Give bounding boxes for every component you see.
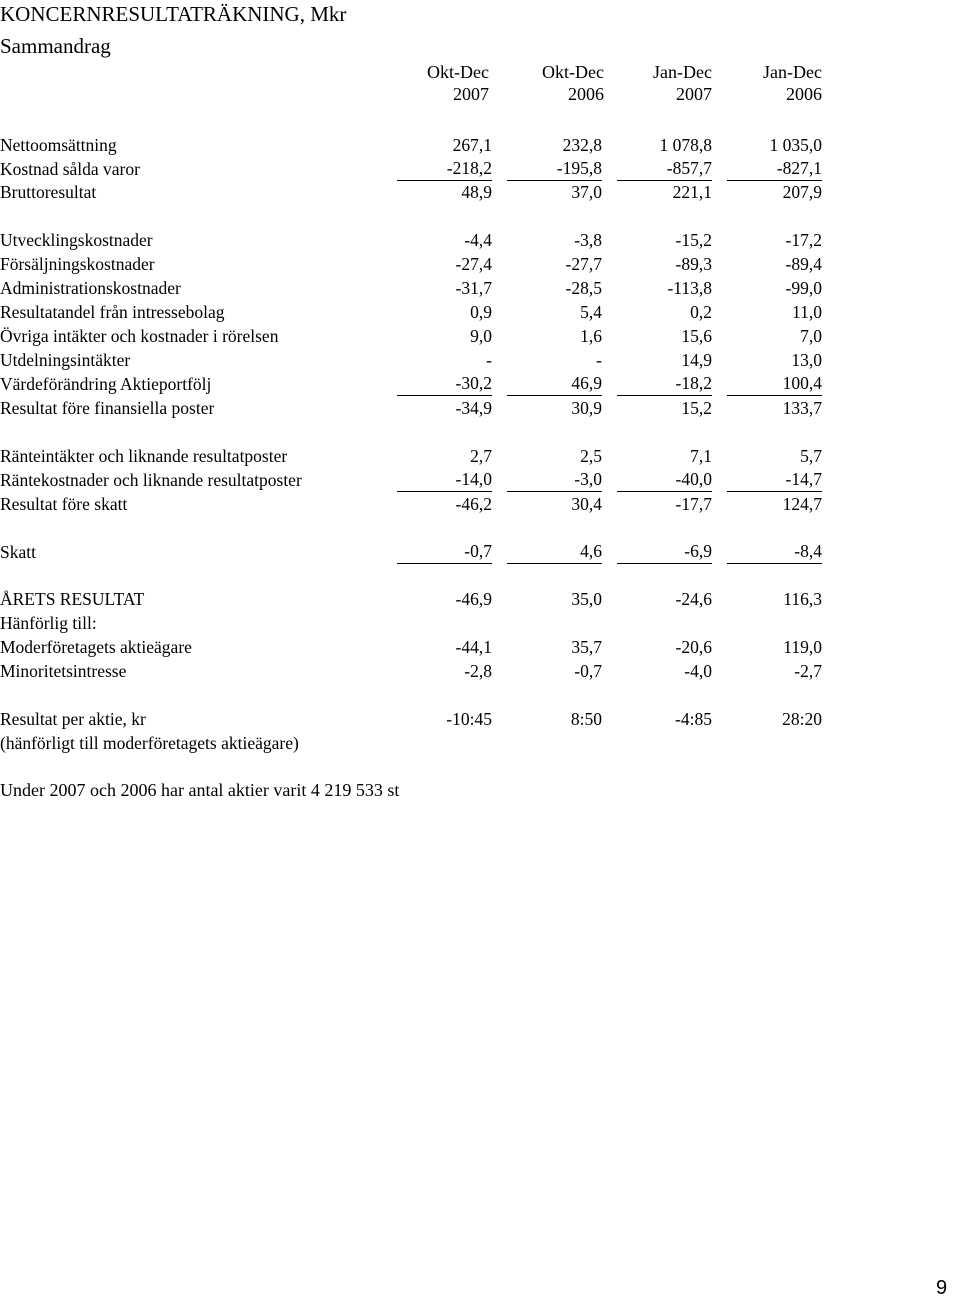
cell-jan-dec-2006: -99,0 <box>785 278 822 298</box>
column-header-period: Okt-Dec <box>542 62 604 82</box>
cell-okt-dec-2007: -218,2 <box>397 157 492 181</box>
table-row <box>0 133 830 157</box>
cell-jan-dec-2007: 0,2 <box>690 302 712 322</box>
table-row <box>0 731 830 755</box>
cell-jan-dec-2007: -857,7 <box>617 157 712 181</box>
cell-jan-dec-2007: -20,6 <box>675 637 712 657</box>
cell-jan-dec-2007: -6,9 <box>617 540 712 564</box>
table-row <box>0 228 830 252</box>
column-header-year: 2006 <box>568 84 604 104</box>
cell-okt-dec-2007: -10:45 <box>446 709 492 729</box>
column-header-year: 2006 <box>786 84 822 104</box>
row-label: Resultat före finansiella poster <box>0 398 215 418</box>
table-row <box>0 324 830 348</box>
table-row <box>0 180 830 204</box>
cell-okt-dec-2007: -30,2 <box>397 372 492 396</box>
table-row <box>0 611 830 635</box>
cell-okt-dec-2006: 35,0 <box>571 589 602 609</box>
cell-jan-dec-2006: -2,7 <box>794 661 822 681</box>
cell-okt-dec-2007: -31,7 <box>455 278 492 298</box>
cell-jan-dec-2006: 7,0 <box>800 326 822 346</box>
column-header-year: 2007 <box>676 84 712 104</box>
column-header-year: 2007 <box>453 84 489 104</box>
row-label: Moderföretagets aktieägare <box>0 637 192 657</box>
table-row <box>0 659 830 683</box>
cell-okt-dec-2006: 5,4 <box>580 302 602 322</box>
row-label: Resultat per aktie, kr <box>0 709 146 729</box>
cell-okt-dec-2006: 30,9 <box>571 398 602 418</box>
row-label: Försäljningskostnader <box>0 254 155 274</box>
cell-okt-dec-2006: 4,6 <box>507 540 602 564</box>
row-label: Resultatandel från intressebolag <box>0 302 225 322</box>
table-row <box>0 396 830 420</box>
cell-jan-dec-2006: -17,2 <box>785 230 822 250</box>
row-label: Ränteintäkter och liknande resultatposter <box>0 446 288 466</box>
cell-okt-dec-2007: -14,0 <box>397 468 492 492</box>
cell-okt-dec-2006: 46,9 <box>507 372 602 396</box>
row-label: Kostnad sålda varor <box>0 159 140 179</box>
cell-okt-dec-2006: 35,7 <box>571 637 602 657</box>
cell-jan-dec-2007: 1 078,8 <box>659 135 712 155</box>
cell-okt-dec-2006: 232,8 <box>562 135 602 155</box>
cell-jan-dec-2007: -17,7 <box>675 494 712 514</box>
cell-okt-dec-2007: -34,9 <box>455 398 492 418</box>
row-label: Hänförlig till: <box>0 613 97 633</box>
cell-okt-dec-2006: -3,8 <box>574 230 602 250</box>
column-header-1 <box>506 61 604 105</box>
column-header-period: Jan-Dec <box>763 62 822 82</box>
row-label: Administrationskostnader <box>0 278 181 298</box>
share-count-note: Under 2007 och 2006 har antal aktier varit 4 219 533 st <box>0 780 400 800</box>
cell-jan-dec-2007: -18,2 <box>617 372 712 396</box>
cell-jan-dec-2006: 1 035,0 <box>769 135 822 155</box>
cell-okt-dec-2007: -46,2 <box>455 494 492 514</box>
table-row <box>0 276 830 300</box>
cell-okt-dec-2006: 30,4 <box>571 494 602 514</box>
cell-okt-dec-2007: 48,9 <box>461 182 492 202</box>
cell-jan-dec-2006: 28:20 <box>782 709 822 729</box>
cell-jan-dec-2006: -14,7 <box>727 468 822 492</box>
cell-jan-dec-2007: -89,3 <box>675 254 712 274</box>
cell-jan-dec-2006: -8,4 <box>727 540 822 564</box>
report-subtitle: Sammandrag <box>0 34 111 58</box>
cell-okt-dec-2007: -0,7 <box>397 540 492 564</box>
column-header-2 <box>614 61 712 105</box>
row-label: Minoritetsintresse <box>0 661 127 681</box>
cell-okt-dec-2006: -27,7 <box>565 254 602 274</box>
row-label: ÅRETS RESULTAT <box>0 589 145 609</box>
table-row <box>0 468 830 492</box>
cell-jan-dec-2006: -89,4 <box>785 254 822 274</box>
cell-jan-dec-2007: 7,1 <box>690 446 712 466</box>
cell-okt-dec-2007: -2,8 <box>464 661 492 681</box>
table-row <box>0 300 830 324</box>
cell-jan-dec-2006: 13,0 <box>791 350 822 370</box>
cell-okt-dec-2007: -27,4 <box>455 254 492 274</box>
row-label: Räntekostnader och liknande resultatposter <box>0 470 302 490</box>
cell-jan-dec-2006: 124,7 <box>782 494 822 514</box>
cell-okt-dec-2006: - <box>596 350 602 370</box>
table-row <box>0 635 830 659</box>
table-row <box>0 444 830 468</box>
cell-jan-dec-2007: -24,6 <box>675 589 712 609</box>
cell-okt-dec-2006: -0,7 <box>574 661 602 681</box>
column-header-period: Okt-Dec <box>427 62 489 82</box>
cell-okt-dec-2006: -28,5 <box>565 278 602 298</box>
row-label: Värdeförändring Aktieportfölj <box>0 374 212 394</box>
cell-jan-dec-2006: 119,0 <box>783 637 822 657</box>
cell-jan-dec-2007: -40,0 <box>617 468 712 492</box>
cell-jan-dec-2006: 100,4 <box>727 372 822 396</box>
cell-okt-dec-2007: -4,4 <box>464 230 492 250</box>
column-header-3 <box>724 61 822 105</box>
cell-okt-dec-2007: 2,7 <box>470 446 492 466</box>
cell-jan-dec-2007: -113,8 <box>667 278 712 298</box>
table-row <box>0 540 830 564</box>
row-label: (hänförligt till moderföretagets aktieägare) <box>0 733 299 753</box>
column-header-0 <box>391 61 489 105</box>
table-row <box>0 372 830 396</box>
cell-okt-dec-2006: 2,5 <box>580 446 602 466</box>
cell-jan-dec-2007: 15,2 <box>681 398 712 418</box>
page-number: 9 <box>936 1277 948 1299</box>
cell-okt-dec-2006: 1,6 <box>580 326 602 346</box>
table-row <box>0 492 830 516</box>
report-title: KONCERNRESULTATRÄKNING, Mkr <box>0 2 347 26</box>
cell-jan-dec-2007: -15,2 <box>675 230 712 250</box>
row-label: Övriga intäkter och kostnader i rörelsen <box>0 326 279 346</box>
cell-okt-dec-2006: 8:50 <box>570 709 602 729</box>
table-row <box>0 707 830 731</box>
table-row <box>0 348 830 372</box>
cell-jan-dec-2006: 207,9 <box>782 182 822 202</box>
cell-jan-dec-2006: 133,7 <box>782 398 822 418</box>
cell-okt-dec-2007: -44,1 <box>455 637 492 657</box>
row-label: Resultat före skatt <box>0 494 128 514</box>
cell-okt-dec-2007: - <box>486 350 492 370</box>
cell-okt-dec-2007: 9,0 <box>470 326 492 346</box>
cell-jan-dec-2006: 11,0 <box>792 302 822 322</box>
cell-jan-dec-2007: 14,9 <box>681 350 712 370</box>
cell-jan-dec-2007: -4,0 <box>684 661 712 681</box>
table-row <box>0 252 830 276</box>
cell-jan-dec-2006: 116,3 <box>783 589 822 609</box>
row-label: Utdelningsintäkter <box>0 350 131 370</box>
table-row <box>0 587 830 611</box>
cell-jan-dec-2007: -4:85 <box>675 709 712 729</box>
cell-okt-dec-2006: -195,8 <box>507 157 602 181</box>
row-label: Utvecklingskostnader <box>0 230 153 250</box>
cell-jan-dec-2007: 221,1 <box>672 182 712 202</box>
cell-okt-dec-2007: 267,1 <box>452 135 492 155</box>
cell-okt-dec-2007: 0,9 <box>470 302 492 322</box>
row-label: Skatt <box>0 542 36 562</box>
row-label: Nettoomsättning <box>0 135 117 155</box>
cell-jan-dec-2007: 15,6 <box>681 326 712 346</box>
table-row <box>0 157 830 181</box>
cell-okt-dec-2006: -3,0 <box>507 468 602 492</box>
cell-jan-dec-2006: -827,1 <box>727 157 822 181</box>
column-header-period: Jan-Dec <box>653 62 712 82</box>
cell-okt-dec-2007: -46,9 <box>455 589 492 609</box>
row-label: Bruttoresultat <box>0 182 97 202</box>
cell-jan-dec-2006: 5,7 <box>800 446 822 466</box>
cell-okt-dec-2006: 37,0 <box>571 182 602 202</box>
